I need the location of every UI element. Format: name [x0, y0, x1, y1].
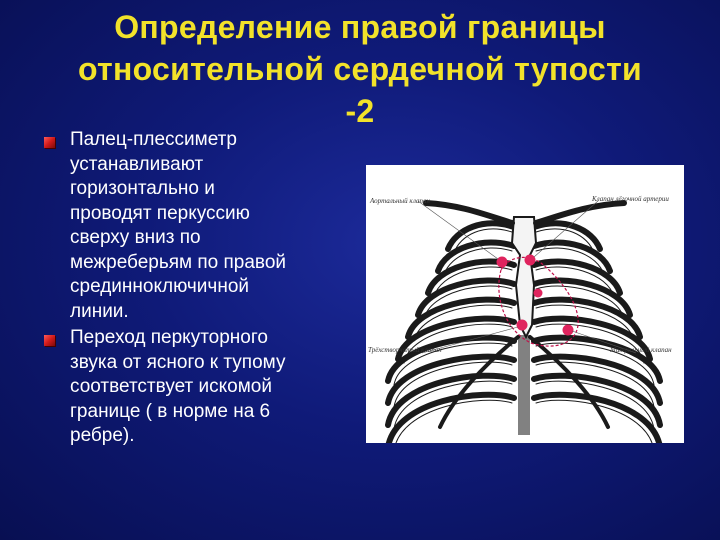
chest-illustration: [366, 165, 684, 443]
bullet-text: Палец-плессиметр устанавливают горизонтально и проводят перкуссию сверху вниз по межреберьям по правой срединноключичной линии.: [70, 129, 286, 322]
sternum: [512, 217, 536, 337]
title-line-3: -2: [345, 93, 375, 129]
rib-left: [388, 395, 514, 443]
bullet-item: [44, 326, 364, 449]
slide-title: [20, 6, 700, 132]
label-aortic-valve: Аортальный клапан: [370, 197, 430, 205]
square-bullet-icon: [44, 335, 55, 346]
label-tricuspid-valve: Трёхстворчатый клапан: [368, 346, 442, 354]
square-bullet-icon: [44, 137, 55, 148]
bullet-text: Переход перкуторного звука от ясного к тупому соответствует искомой границе ( в норме на 6 ребре).: [70, 327, 286, 446]
rib-cage-drawing: [366, 165, 684, 443]
bullet-item: [44, 128, 364, 324]
rib-right: [534, 395, 660, 443]
title-line-2: относительной сердечной тупости: [77, 51, 643, 87]
pulmonary-valve-marker: [525, 255, 536, 266]
tricuspid-valve-marker: [517, 320, 528, 331]
bullet-list: [44, 128, 364, 449]
left-clavicle: [426, 203, 512, 223]
mitral-valve-marker: [563, 325, 574, 336]
label-pulmonary-valve: Клапан лёгочной артерии: [592, 195, 669, 203]
heart-point-marker: [534, 289, 543, 298]
right-clavicle: [536, 203, 624, 223]
label-mitral-valve: Митральный клапан: [610, 346, 672, 354]
title-line-1: Определение правой границы: [114, 9, 606, 45]
aortic-valve-marker: [497, 257, 508, 268]
spine: [518, 335, 530, 435]
